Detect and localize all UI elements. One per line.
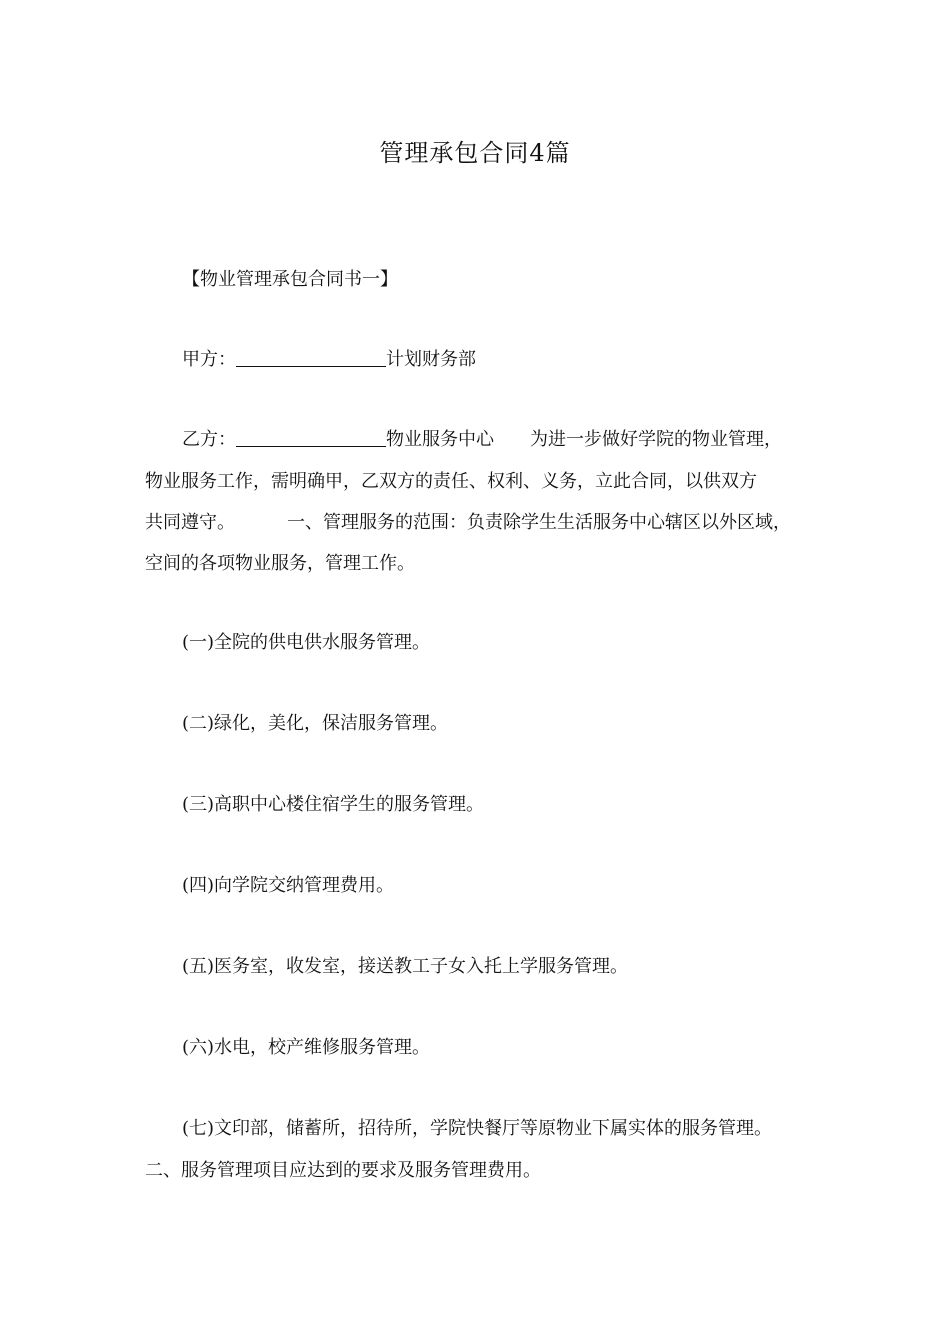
intro-line3 <box>145 510 791 536</box>
list-item: (三)高职中心楼住宿学生的服务管理。 <box>182 794 485 815</box>
intro-line4: 空间的各项物业服务，管理工作。 <box>145 553 415 574</box>
party-b-blank <box>236 428 386 447</box>
party-a-line <box>182 347 476 373</box>
list-item: (五)医务室，收发室，接送教工子女入托上学服务管理。 <box>182 956 629 977</box>
list-item: (二)绿化，美化，保洁服务管理。 <box>182 713 449 734</box>
party-b-line <box>182 427 782 453</box>
list-item: (一)全院的供电供水服务管理。 <box>182 632 431 653</box>
document-title: 管理承包合同4篇 <box>379 139 571 167</box>
section-heading: 【物业管理承包合同书一】 <box>182 269 398 290</box>
party-a-name: 计划财务部 <box>386 349 476 370</box>
party-b-label: 乙方： <box>182 429 236 450</box>
intro-line2: 物业服务工作，需明确甲，乙双方的责任、权利、义务，立此合同，以供双方 <box>145 471 757 492</box>
intro-line3-b: 一、管理服务的范围：负责除学生生活服务中心辖区以外区域， <box>287 512 791 533</box>
list-item: (六)水电，校产维修服务管理。 <box>182 1037 431 1058</box>
party-b-name: 物业服务中心 <box>386 429 494 450</box>
intro-line1-tail: 为进一步做好学院的物业管理， <box>530 429 782 450</box>
section-two-heading: 二、服务管理项目应达到的要求及服务管理费用。 <box>145 1160 541 1181</box>
intro-line3-a: 共同遵守。 <box>145 512 235 533</box>
party-a-blank <box>236 348 386 367</box>
party-a-label: 甲方： <box>182 349 236 370</box>
list-item: (四)向学院交纳管理费用。 <box>182 875 395 896</box>
list-item: (七)文印部，储蓄所，招待所，学院快餐厅等原物业下属实体的服务管理。 <box>182 1118 773 1139</box>
